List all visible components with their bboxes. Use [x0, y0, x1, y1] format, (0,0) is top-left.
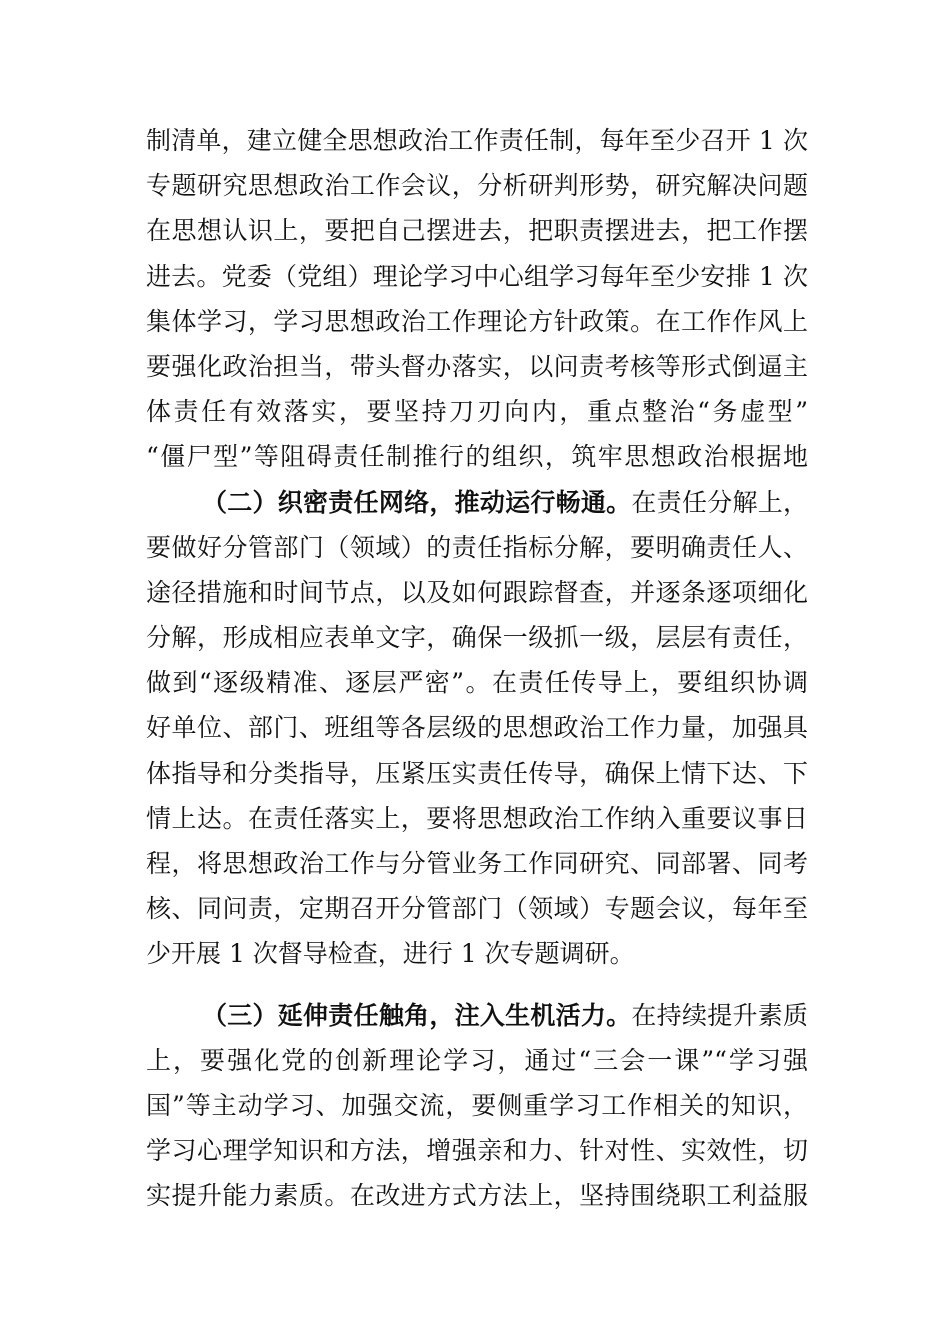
text-line: 国”等主动学习、加强交流，要侧重学习工作相关的知识， [146, 1090, 808, 1120]
text-line: 在思想认识上，要把自己摆进去，把职责摆进去，把工作摆 [146, 216, 808, 246]
text-line: “僵尸型”等阻碍责任制推行的组织，筑牢思想政治根据地 [146, 442, 808, 472]
paragraph-1 [146, 118, 808, 480]
text-line: 上，要强化党的创新理论学习，通过“三会一课”“学习强 [146, 1045, 808, 1075]
text-line: 进去。党委（党组）理论学习中心组学习每年至少安排 1 次 [146, 261, 808, 291]
text-run: 在责任分解上， [631, 487, 808, 517]
text-line: 核、同问责，定期召开分管部门（领域）专题会议，每年至 [146, 894, 808, 924]
paragraph-2 [146, 480, 808, 977]
text-line: 要强化政治担当，带头督办落实，以问责考核等形式倒逼主 [146, 351, 808, 381]
text-run: 在持续提升素质 [631, 1000, 808, 1030]
text-line: 少开展 1 次督导检查，进行 1 次专题调研。 [146, 939, 635, 969]
text-line: 体指导和分类指导，压紧压实责任传导，确保上情下达、下 [146, 758, 808, 788]
paragraph-spacing [146, 977, 808, 993]
text-line: 做到“逐级精准、逐层严密”。在责任传导上，要组织协调 [146, 668, 808, 698]
body-text [146, 118, 808, 1219]
text-line: 学习心理学知识和方法，增强亲和力、针对性、实效性，切 [146, 1136, 808, 1166]
section-heading: （三）延伸责任触角，注入生机活力。 [202, 1000, 632, 1030]
text-line: 程，将思想政治工作与分管业务工作同研究、同部署、同考 [146, 849, 808, 878]
text-line: 好单位、部门、班组等各层级的思想政治工作力量，加强具 [146, 713, 808, 743]
text-line: 集体学习，学习思想政治工作理论方针政策。在工作作风上 [146, 306, 808, 336]
text-line: 制清单，建立健全思想政治工作责任制，每年至少召开 1 次 [146, 126, 808, 155]
text-line: 要做好分管部门（领域）的责任指标分解，要明确责任人、 [146, 532, 808, 562]
paragraph-3 [146, 993, 808, 1219]
text-line: 情上达。在责任落实上，要将思想政治工作纳入重要议事日 [146, 803, 808, 833]
text-line: 专题研究思想政治工作会议，分析研判形势，研究解决问题 [146, 171, 808, 201]
text-line: 实提升能力素质。在改进方式方法上，坚持围绕职工利益服 [146, 1181, 808, 1211]
text-line: 体责任有效落实，要坚持刀刃向内，重点整治“务虚型” [146, 397, 808, 427]
section-heading: （二）织密责任网络，推动运行畅通。 [202, 487, 632, 517]
paragraph-first-line [146, 480, 808, 525]
text-line: 分解，形成相应表单文字，确保一级抓一级，层层有责任， [146, 623, 808, 653]
paragraph-first-line [146, 993, 808, 1038]
text-line: 途径措施和时间节点，以及如何跟踪督查，并逐条逐项细化 [146, 577, 808, 607]
